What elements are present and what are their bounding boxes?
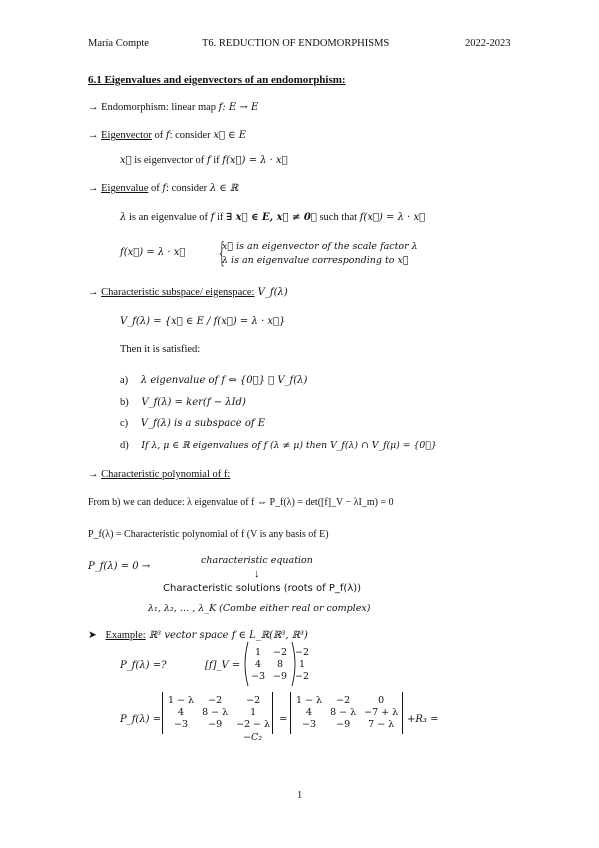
matrix-cell: −9 <box>273 670 288 682</box>
eigenvector-f: f <box>165 130 170 141</box>
arrow-icon: → <box>88 469 99 480</box>
bullet-arrow-icon: ➤ <box>88 630 97 641</box>
matrix-cell: −2 <box>295 670 310 682</box>
matrix-cell: −9 <box>208 718 223 730</box>
property-text: λ eigenvalue of f ⇔ {0⃗} ⊊ V_f(λ) <box>140 375 308 386</box>
property-item-d <box>120 440 437 452</box>
property-label: b) <box>120 397 129 408</box>
header-year: 2022-2023 <box>465 38 511 49</box>
charpoly-deduce: From b) we can deduce: λ eigenvalue of f ⇔ P_f(λ) = det([f]_V − λI_m) = 0 <box>88 497 394 508</box>
eigenvector-def-text: is eigenvector of <box>131 155 207 166</box>
matrix-cell: −2 <box>246 694 261 706</box>
eigenvector-term: Eigenvector <box>101 130 152 141</box>
eigenvector-def-x: x⃗ <box>120 155 132 166</box>
arrow-icon: → <box>88 102 99 113</box>
eigenspace-definition: V_f(λ) = {x⃗ ∈ E / f(x⃗) = λ · x⃗} <box>120 316 286 327</box>
matrix-cell: 8 − λ <box>202 706 229 718</box>
header-title: T6. REDUCTION OF ENDOMORPHISMS <box>202 38 390 49</box>
eigenvalue-definition <box>120 212 425 224</box>
eigenvector-definition <box>120 155 288 167</box>
brace-lhs: f(x⃗) = λ · x⃗ <box>120 247 186 258</box>
eigenvector-def-if: if <box>210 155 223 166</box>
matrix-cell: 7 − λ <box>368 718 395 730</box>
left-brace-icon: { <box>217 236 227 269</box>
determinant-2 <box>290 690 402 738</box>
property-text: If λ, μ ∈ ℝ eigenvalues of f (λ ≠ μ) then V_f(λ) ∩ V_f(μ) = {0⃗} <box>141 440 437 451</box>
charpoly-line <box>88 469 230 481</box>
property-label: a) <box>120 375 129 386</box>
header-author: María Compte <box>88 38 149 49</box>
matrix-cell: 1 <box>254 646 262 658</box>
eigenvalue-def-f: f <box>210 212 215 223</box>
matrix-cell: −2 <box>273 646 288 658</box>
down-arrow-icon: ↓ <box>254 568 260 580</box>
matrix-cell: 4 <box>178 706 185 718</box>
eigenspace-math: V_f(λ) <box>254 287 288 298</box>
arrow-icon: → <box>88 130 99 141</box>
eigenvalue-def-exists: ∃ x⃗ ∈ E, x⃗ ≠ 0⃗ <box>225 212 317 223</box>
eigenvector-line <box>88 130 246 142</box>
matrix-cell: 1 <box>250 706 257 718</box>
eigenvalue-text: of <box>148 183 163 194</box>
eigenvector-text: of <box>151 130 166 141</box>
property-item-a <box>120 375 307 387</box>
endomorphism-text: Endomorphism: linear map <box>101 102 219 113</box>
example-equals: = <box>279 714 288 725</box>
char-eq-label: characteristic equation <box>201 555 313 566</box>
eigenvalue-def-if: if <box>214 212 226 223</box>
brace-line-1: x⃗ is an eigenvector of the scale factor λ <box>222 241 418 252</box>
determinant-1-table <box>164 694 274 730</box>
charpoly-term: Characteristic polynomial of f: <box>101 469 231 480</box>
det1-column-op: −C₂ <box>243 732 263 743</box>
char-roots: λ₁, λ₂, … , λ_K (Combe either real or complex) <box>148 603 371 614</box>
matrix-cell: −2 <box>295 646 310 658</box>
charpoly-definition: P_f(λ) = Characteristic polynomial of f (V is any basis of E) <box>88 529 329 540</box>
matrix-cell: 8 <box>277 658 284 670</box>
eigenvector-def-eq: f(x⃗) = λ · x⃗ <box>222 155 288 166</box>
matrix-cell: −2 <box>208 694 223 706</box>
section-heading: 6.1 Eigenvalues and eigenvectors of an endomorphism: <box>88 74 346 86</box>
arrow-icon: → <box>88 183 99 194</box>
matrix-cell: −2 − λ <box>236 718 271 730</box>
matrix-cell: −9 <box>336 718 351 730</box>
eigenvalue-def-lambda: λ <box>120 212 127 223</box>
matrix-cell: 0 <box>378 694 385 706</box>
example-pf-question: P_f(λ) =? <box>120 660 167 671</box>
eigenvalue-def-such: such that <box>316 212 360 223</box>
endomorphism-line <box>88 102 258 114</box>
matrix-cell: −3 <box>302 718 317 730</box>
example-fv: [f]_V = <box>205 660 241 671</box>
page-number: 1 <box>297 790 303 801</box>
matrix-cell: −3 <box>251 670 266 682</box>
eigenspace-term: Characteristic subspace/ eigenspace: <box>101 287 255 298</box>
eigenvector-def-f: f <box>206 155 211 166</box>
matrix-cell: −7 + λ <box>364 706 399 718</box>
matrix-cell: −2 <box>336 694 351 706</box>
matrix-cell: 4 <box>254 658 262 670</box>
matrix-cell: 1 − λ <box>296 694 323 706</box>
example-term: Example: <box>105 630 146 641</box>
eigenvalue-term: Eigenvalue <box>101 183 149 194</box>
matrix-cell: 4 <box>306 706 313 718</box>
example-pf-eq: P_f(λ) = <box>120 714 162 725</box>
char-eq-lhs: P_f(λ) = 0 → <box>88 561 151 572</box>
eigenspace-satisfied: Then it is satisfied: <box>120 344 201 355</box>
property-item-b <box>120 397 246 409</box>
determinant-2-table <box>292 694 402 730</box>
eigenvalue-math: λ ∈ ℝ <box>209 183 239 194</box>
property-text: V_f(λ) is a subspace of E <box>140 418 266 429</box>
matrix-cell: 1 <box>299 658 306 670</box>
matrix-cell: −3 <box>174 718 189 730</box>
eigenvalue-line <box>88 183 238 195</box>
matrix-cell: 1 − λ <box>168 694 195 706</box>
eigenvector-text2: : consider <box>169 130 214 141</box>
matrix-table <box>247 646 313 682</box>
brace-line-2: λ is an eigenvalue corresponding to x⃗ <box>222 255 409 266</box>
row-op-tail: +R₃ = <box>407 714 439 725</box>
eigenvalue-f: f <box>162 183 167 194</box>
matrix-fv <box>242 640 310 688</box>
eigenvalue-def-eq: f(x⃗) = λ · x⃗ <box>359 212 426 223</box>
eigenvector-math: x⃗ ∈ E <box>213 130 247 141</box>
determinant-1 <box>162 690 274 738</box>
eigenvalue-def-text: is an eigenvalue of <box>126 212 211 223</box>
example-text: ℝ³ vector space f ∈ L_ℝ(ℝ³, ℝ³) <box>145 630 308 641</box>
property-item-c <box>120 418 265 430</box>
matrix-cell: 8 − λ <box>330 706 357 718</box>
property-text: V_f(λ) = ker(f − λId) <box>141 397 246 408</box>
property-label: d) <box>120 440 129 451</box>
property-label: c) <box>120 418 129 429</box>
char-solutions: Characteristic solutions (roots of P_f(λ)) <box>163 583 362 594</box>
endomorphism-math: f: E → E <box>218 102 259 113</box>
arrow-icon: → <box>88 287 99 298</box>
eigenspace-line <box>88 287 288 299</box>
eigenvalue-text2: : consider <box>166 183 210 194</box>
